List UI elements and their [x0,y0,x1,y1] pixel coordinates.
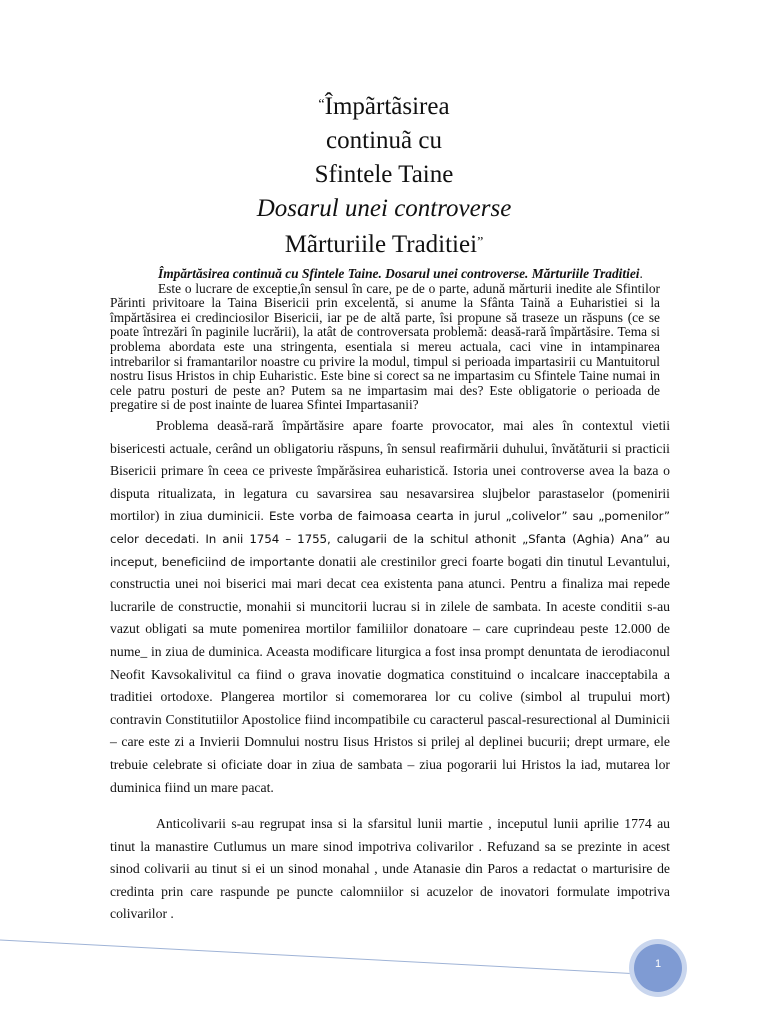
lead-paragraph [110,267,660,413]
page-number: 1 [654,958,662,970]
footer-curve [0,940,640,974]
paragraph-2-part-1: Problema deasă-rară împărtăsire apare foarte provocator, mai ales în contextul vietii bisericesti actuale, cerând un obligatoriu răspuns, în sensul reafirmării duhului, învătăturii si practicii Bisericii primare în ceea ce priveste împărăsirea euharistică. Istoria unei controverse avea la baza o disputa ritualizata, in legatura cu savarsirea sau nesavarsirea slujbelor parastaselor (pomenirii mortilor) in ziua [110,418,670,524]
paragraph-2-part-3: donatii ale crestinilor greci foarte bogati din tinutul Levantului, constructia unei noi biserici mai mari decat cea existenta pana atunci. Pentru a finaliza mai repede lucrarile de constructie, monahii si muncitorii lucrau si in zilele de sambata. In aceste conditii s-au vazut obligati sa mute pomenirea mortilor familiilor donatoare – care cuprindeau peste 12.000 de nume_ in ziua de duminica. Aceasta modificare liturgica a fost insa prompt denuntata de ierodiaconul Neofit Kavsokalivitul ca fiind o grava inovatie dogmatica constituind o incalcare inacceptabila a traditiei ortodoxe. Plangerea mortilor si comemorarea lor cu colive (simbol al trupului mort) contravin Constitutiilor Apostolice fiind incompatibile cu caracterul pascal-resurectional al Duminicii – care este zi a Invierii Domnului nostru Iisus Hristos si prilej al deplinei bucurii; drept urmare, ele trebuie celebrate si oficiate doar in ziua de sambata – ziua pogorarii lui Hristos la iad, mutarea lor duminica fiind un mare pacat. [110,553,671,795]
title-line-1: “Împãrtãsirea [318,93,450,120]
paragraph-3-text: Anticolivarii s-au regrupat insa si la sfarsitul lunii martie , inceputul lunii aprilie 1774 au tinut la manastire Cutlumus un mare sinod impotriva colivarilor . Refuzand sa se prezinte in acest sinod colivarii au tinut si ei un sinod monahal , unde Atanasie din Paros a redactat o marturisire de credinta prin care raspunde pe puncte calomniilor si acuzelor de inovatori formulate impotriva colivarilor . [110,816,670,922]
lead-text: Este o lucrare de exceptie,în sensul în care, pe de o parte, adună mărturii inedite ale Sfintilor Părinti privitoare la Taina Bisericii prin excelentă, si anume la Sfânta Taină a Euharistiei si la împărtăsirea ei credinciosilor Bisericii, iar pe de altă parte, îsi propune să traseze un răspuns (ce se poate întrezări în paginile lucrării), la atât de controversata problemă: deasă-rară împărtăsire. Tema si problema abordata este una stringenta, esentiala si mereu actuala, caci vine in intampinarea intrebarilor si framantarilor noastre cu privire la modul, timpul si perioada impartasirii cu Mantuitorul nostru Iisus Hristos in chip Euharistic. Este bine si corect sa ne impartasim cu Sfintele Taine numai in cele patru posturi de peste an? Putem sa ne impartasim mai des? Este obligatorie o perioada de pregatire si de post inainte de luarea Sfintei Impartasanii? [110,280,660,413]
title-line-4: Dosarul unei controverse [256,195,512,222]
title-line-2: continuã cu [326,127,442,154]
document-title [0,88,768,262]
title-open-quote: “ [318,97,325,112]
title-line-5: Mãrturiile Traditiei” [284,231,484,258]
lead-title: Împărtăsirea continuă cu Sfintele Taine. Dosarul unei controverse. Mărturiile Traditiei. [158,266,643,281]
title-close-quote: ” [477,235,484,250]
body-paragraph-2 [110,415,670,799]
title-line-3: Sfintele Taine [314,161,454,188]
paragraph-2-part-2: duminicii. Este vorba de faimoasa cearta in jurul „colivelor” sau „pomenilor” celor decedati. In anii 1754 – 1755, calugarii de la schitul athonit „Sfanta (Aghia) Ana” au inceput, beneficiind de importante [110,509,670,569]
